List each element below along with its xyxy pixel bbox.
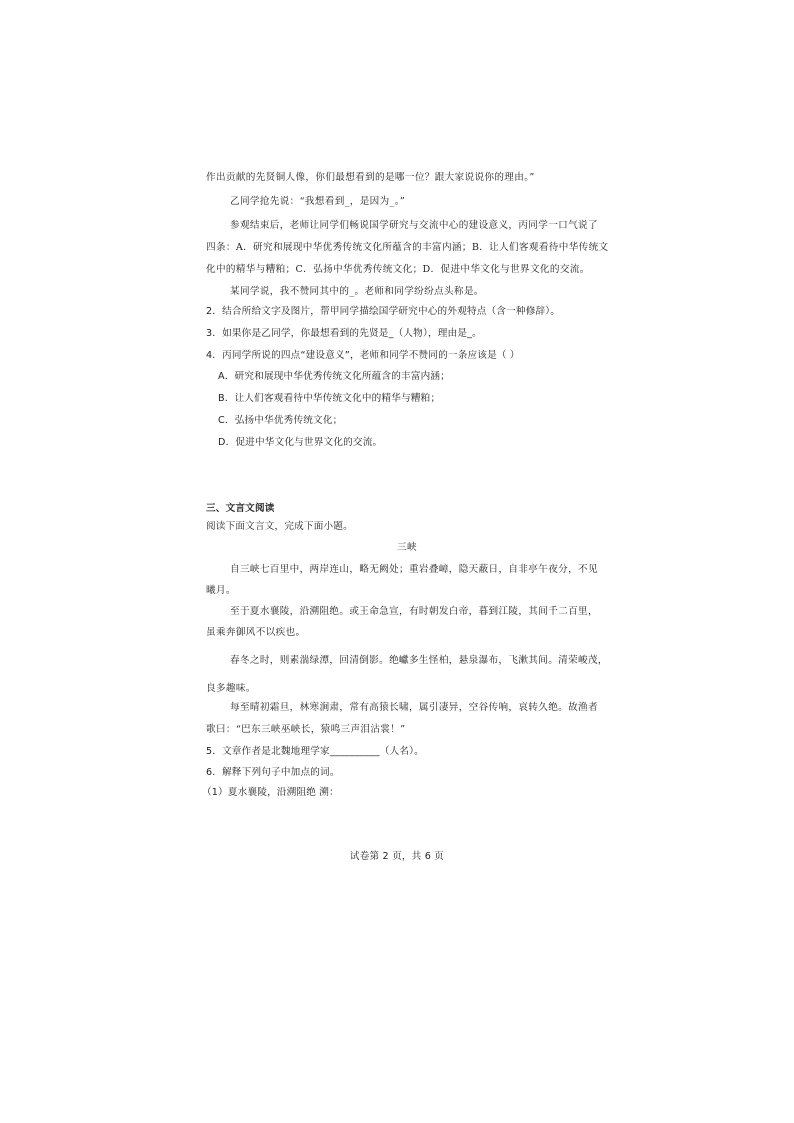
classical-line: 每至晴初霜旦，林寒涧肃，常有高猿长啸，属引凄异，空谷传响，哀转久绝。故渔者 — [230, 702, 598, 713]
question-5: 5．文章作者是北魏地理学家__________（人名）。 — [206, 746, 424, 757]
passage-line: 化中的精华与糟粕；C．弘扬中华优秀传统文化；D．促进中华文化与世界文化的交流。 — [206, 264, 590, 275]
option-a: A．研究和展现中华优秀传统文化所蕴含的丰富内涵； — [218, 371, 451, 382]
classical-line: 虽乘奔御风不以疾也。 — [206, 627, 306, 638]
classical-line: 春冬之时，则素湍绿潭，回清倒影。绝巘多生怪柏，悬泉瀑布，飞漱其间。清荣峻茂， — [230, 655, 608, 666]
question-4: 4．丙同学所说的四点“建设意义”，老师和同学不赞同的一条应该是（ ） — [206, 350, 520, 361]
passage-line: 乙同学抢先说：“我想看到_，是因为_。” — [230, 196, 406, 207]
section-heading: 三、文言文阅读 — [206, 503, 275, 514]
question-6-1: （1）夏水襄陵，沿溯阻绝 溯： — [202, 787, 339, 798]
passage-line: 某同学说，我不赞同其中的_。老师和同学纷纷点头称是。 — [230, 286, 484, 297]
question-6: 6．解释下列句子中加点的词。 — [206, 767, 340, 778]
option-d: D．促进中华文化与世界文化的交流。 — [218, 437, 383, 448]
question-2: 2．结合所给文字及图片，帮甲同学描绘国学研究中心的外观特点（含一种修辞）。 — [206, 306, 561, 317]
classical-line: 至于夏水襄陵，沿溯阻绝。或王命急宣，有时朝发白帝，暮到江陵，其间千二百里， — [230, 606, 598, 617]
passage-line: 作出贡献的先贤铜人像，你们最想看到的是哪一位？跟大家说说你的理由。” — [206, 172, 535, 183]
page-footer: 试卷第 2 页，共 6 页 — [349, 851, 445, 862]
classical-line: 自三峡七百里中，两岸连山，略无阙处；重岩叠嶂，隐天蔽日，自非亭午夜分，不见 — [230, 564, 598, 575]
question-3: 3．如果你是乙同学，你最想看到的先贤是_（人物），理由是_。 — [206, 328, 482, 339]
passage-line: 参观结束后，老师让同学们畅说国学研究与交流中心的建设意义，丙同学一口气说了 — [230, 220, 598, 231]
classical-line: 歌曰：“巴东三峡巫峡长，猿鸣三声泪沾裳！” — [206, 724, 406, 735]
classical-line: 良多趣味。 — [206, 683, 256, 694]
option-b: B．让人们客观看待中华传统文化中的精华与糟粕； — [218, 393, 441, 404]
option-c: C．弘扬中华优秀传统文化； — [218, 415, 343, 426]
passage-title: 三峡 — [397, 542, 417, 553]
classical-line: 曦月。 — [206, 585, 236, 596]
passage-line: 四条：A．研究和展现中华优秀传统文化所蕴含的丰富内涵；B．让人们客观看待中华传统文 — [206, 242, 609, 253]
section-instruction: 阅读下面文言文，完成下面小题。 — [206, 521, 353, 532]
